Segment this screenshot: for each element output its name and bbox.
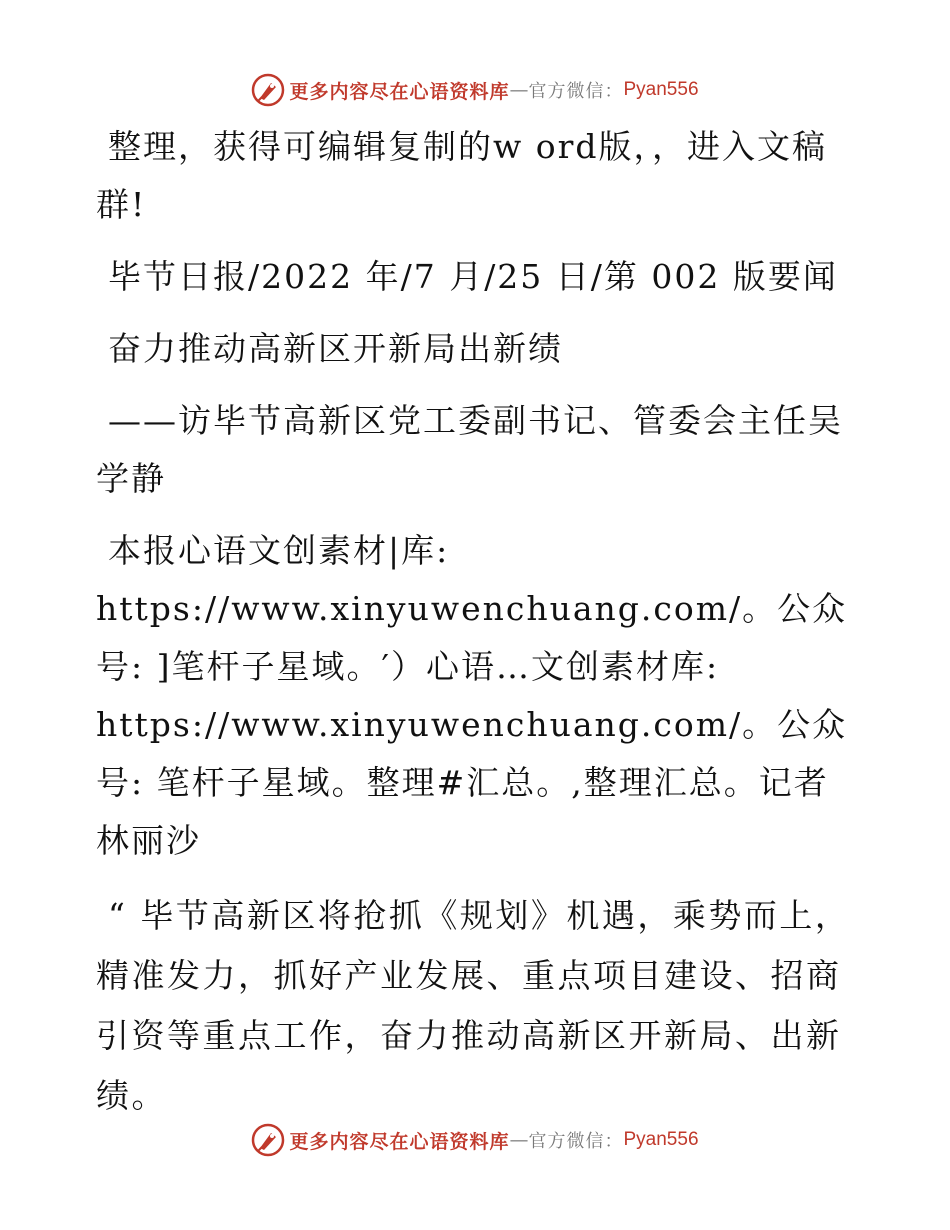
document-body (96, 118, 864, 1126)
banner-wechat-id: Pyan556 (623, 79, 699, 100)
pen-nib-logo-icon (251, 73, 285, 107)
source-paragraph: 本报心语文创素材|库: https://www.xinyuwenchuang.com/。公众号: ]笔杆子星域。′）心语…文创素材库: https://www.xinyuwenchuang.com/。公众号: 笔杆子星域。整理#汇总。,整理汇总。记者 林丽沙 (96, 531, 864, 860)
quote-paragraph: “ 毕节高新区将抢抓《规划》机遇，乘势而上，精准发力，抓好产业发展、重点项目建设、招商引资等重点工作，奋力推动高新区开新局、出新绩。 (96, 896, 851, 1115)
banner-wechat-label: 官方微信： (528, 81, 624, 102)
intro-line: 整理，获得可编辑复制的w ord版，，进入文稿群! (96, 127, 828, 224)
dateline: 毕节日报/2022 年/7 月/25 日/第 002 版要闻 (108, 257, 838, 296)
banner-separator: — (509, 1129, 529, 1151)
banner-wechat-label: 官方微信： (528, 1131, 624, 1152)
pen-nib-logo-icon (251, 1123, 285, 1157)
banner-site-text: 更多内容尽在心语资料库 (289, 80, 510, 103)
article-subheadline: ——访毕节高新区党工委副书记、管委会主任吴学静 (96, 401, 843, 498)
banner-site-text: 更多内容尽在心语资料库 (289, 1130, 510, 1153)
header-watermark-banner (0, 70, 950, 110)
banner-wechat-id: Pyan556 (623, 1129, 699, 1150)
banner-separator: — (509, 79, 529, 101)
footer-watermark-banner (0, 1120, 950, 1160)
article-headline: 奋力推动高新区开新局出新绩 (108, 329, 563, 368)
